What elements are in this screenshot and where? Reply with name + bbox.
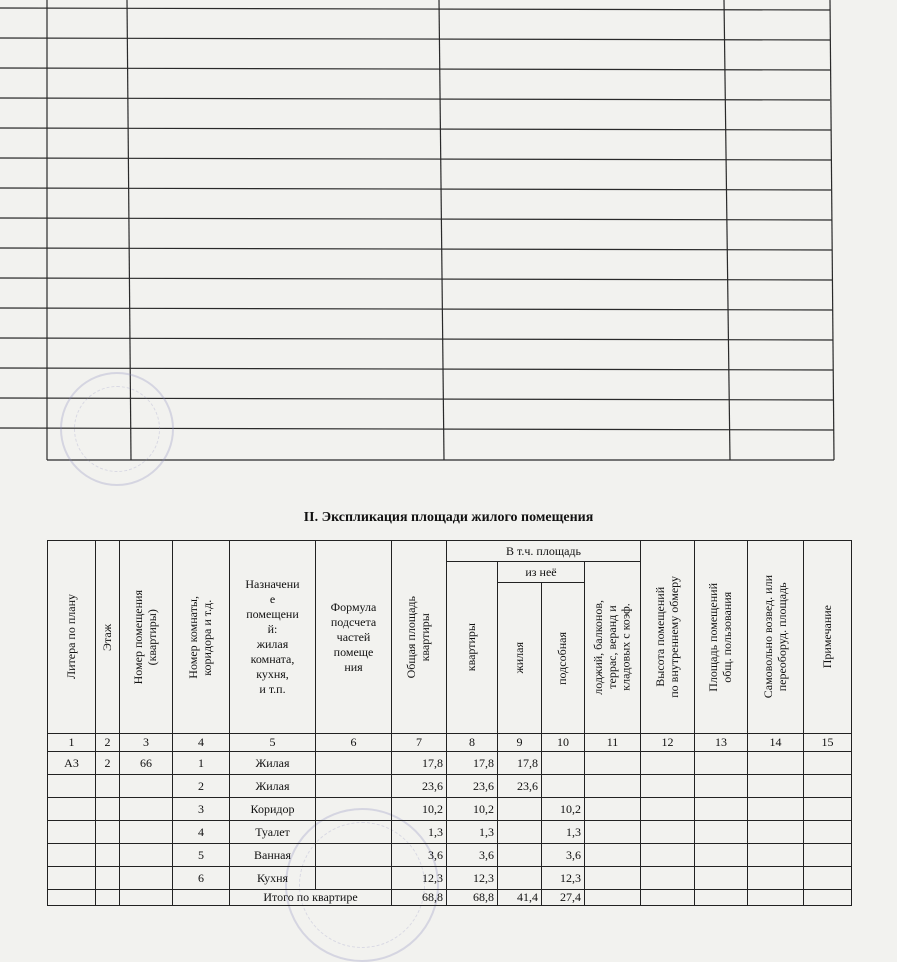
cell-empty xyxy=(695,890,748,906)
cell-note xyxy=(804,844,852,867)
cell-loggia xyxy=(585,798,641,821)
cell-room: 1 xyxy=(173,752,230,775)
cell-empty xyxy=(748,890,804,906)
cell-purpose: Кухня xyxy=(230,867,316,890)
cell-unauthorized xyxy=(748,867,804,890)
cell-room: 3 xyxy=(173,798,230,821)
explication-table xyxy=(47,540,852,906)
cell-living xyxy=(498,844,542,867)
cell-floor xyxy=(96,798,120,821)
cell-formula xyxy=(316,844,392,867)
table-row xyxy=(48,775,852,798)
cell-apartment-area: 23,6 xyxy=(447,775,498,798)
total-auxiliary: 27,4 xyxy=(542,890,585,906)
cell-litera: А3 xyxy=(48,752,96,775)
cell-living xyxy=(498,821,542,844)
col-number: 4 xyxy=(173,734,230,752)
cell-unauthorized xyxy=(748,821,804,844)
cell-apartment xyxy=(120,844,173,867)
cell-total: 1,3 xyxy=(392,821,447,844)
cell-apartment xyxy=(120,867,173,890)
cell-auxiliary xyxy=(542,752,585,775)
cell-living: 17,8 xyxy=(498,752,542,775)
cell-apartment-area: 17,8 xyxy=(447,752,498,775)
cell-formula xyxy=(316,867,392,890)
cell-empty xyxy=(804,890,852,906)
cell-purpose: Туалет xyxy=(230,821,316,844)
col-number: 15 xyxy=(804,734,852,752)
cell-floor xyxy=(96,867,120,890)
col-number: 6 xyxy=(316,734,392,752)
cell-note xyxy=(804,752,852,775)
cell-unauthorized xyxy=(748,798,804,821)
cell-height xyxy=(641,798,695,821)
header-room-purpose: Назначени е помещени й: жилая комната, кухня, и т.п. xyxy=(230,541,316,734)
cell-formula xyxy=(316,752,392,775)
cell-common xyxy=(695,775,748,798)
header-apartment-area: квартиры xyxy=(447,562,498,734)
column-number-row xyxy=(48,734,852,752)
cell-note xyxy=(804,798,852,821)
header-height: Высота помещений по внутреннему обмеру xyxy=(641,541,695,734)
cell-height xyxy=(641,821,695,844)
total-apartment-area: 68,8 xyxy=(447,890,498,906)
cell-loggia xyxy=(585,844,641,867)
cell-common xyxy=(695,798,748,821)
cell-note xyxy=(804,867,852,890)
cell-apartment: 66 xyxy=(120,752,173,775)
cell-apartment xyxy=(120,821,173,844)
cell-auxiliary: 3,6 xyxy=(542,844,585,867)
header-litera: Литера по плану xyxy=(48,541,96,734)
section-title: II. Экспликация площади жилого помещения xyxy=(303,510,594,525)
cell-empty xyxy=(173,890,230,906)
cell-room: 4 xyxy=(173,821,230,844)
table-row xyxy=(48,752,852,775)
header-loggia: лоджий, балконов, террас, веранд и кладовых с коэф. xyxy=(585,562,641,734)
cell-total: 12,3 xyxy=(392,867,447,890)
cell-total: 10,2 xyxy=(392,798,447,821)
cell-common xyxy=(695,821,748,844)
cell-litera xyxy=(48,798,96,821)
col-number: 13 xyxy=(695,734,748,752)
cell-loggia xyxy=(585,752,641,775)
cell-common xyxy=(695,867,748,890)
cell-litera xyxy=(48,867,96,890)
cell-formula xyxy=(316,821,392,844)
cell-apartment-area: 1,3 xyxy=(447,821,498,844)
cell-auxiliary xyxy=(542,775,585,798)
cell-apartment-area: 12,3 xyxy=(447,867,498,890)
header-floor: Этаж xyxy=(96,541,120,734)
col-number: 3 xyxy=(120,734,173,752)
cell-empty xyxy=(641,890,695,906)
total-label: Итого по квартире xyxy=(230,890,392,906)
cell-note xyxy=(804,775,852,798)
cell-formula xyxy=(316,775,392,798)
cell-total: 17,8 xyxy=(392,752,447,775)
table-row xyxy=(48,821,852,844)
cell-room: 2 xyxy=(173,775,230,798)
cell-height xyxy=(641,867,695,890)
col-number: 8 xyxy=(447,734,498,752)
col-number: 7 xyxy=(392,734,447,752)
cell-empty xyxy=(48,890,96,906)
total-row xyxy=(48,890,852,906)
cell-unauthorized xyxy=(748,844,804,867)
cell-living xyxy=(498,867,542,890)
table-row xyxy=(48,844,852,867)
cell-apartment xyxy=(120,775,173,798)
cell-purpose: Жилая xyxy=(230,775,316,798)
header-room-number: Номер комнаты, коридора и т.д. xyxy=(173,541,230,734)
total-area: 68,8 xyxy=(392,890,447,906)
header-formula: Формула подсчета частей помеще ния xyxy=(316,541,392,734)
col-number: 1 xyxy=(48,734,96,752)
cell-empty xyxy=(96,890,120,906)
header-group-of-it: из неё xyxy=(498,562,585,583)
cell-auxiliary: 10,2 xyxy=(542,798,585,821)
col-number: 14 xyxy=(748,734,804,752)
stamp-top xyxy=(60,372,174,486)
cell-loggia xyxy=(585,775,641,798)
cell-height xyxy=(641,844,695,867)
header-auxiliary-area: подсобная xyxy=(542,583,585,734)
col-number: 12 xyxy=(641,734,695,752)
cell-auxiliary: 1,3 xyxy=(542,821,585,844)
cell-loggia xyxy=(585,821,641,844)
col-number: 10 xyxy=(542,734,585,752)
cell-room: 6 xyxy=(173,867,230,890)
cell-empty xyxy=(120,890,173,906)
col-number: 2 xyxy=(96,734,120,752)
table-row xyxy=(48,867,852,890)
cell-height xyxy=(641,752,695,775)
total-living: 41,4 xyxy=(498,890,542,906)
cell-loggia xyxy=(585,867,641,890)
header-unauthorized-area: Самовольно возвед. или переоборуд. площадь xyxy=(748,541,804,734)
cell-common xyxy=(695,752,748,775)
cell-litera xyxy=(48,844,96,867)
cell-apartment xyxy=(120,798,173,821)
col-number: 9 xyxy=(498,734,542,752)
cell-purpose: Жилая xyxy=(230,752,316,775)
cell-common xyxy=(695,844,748,867)
header-common-area: Площадь помещений общ. пользования xyxy=(695,541,748,734)
cell-living xyxy=(498,798,542,821)
table-row xyxy=(48,798,852,821)
cell-litera xyxy=(48,775,96,798)
header-note: Примечание xyxy=(804,541,852,734)
header-living-area: жилая xyxy=(498,583,542,734)
cell-unauthorized xyxy=(748,752,804,775)
cell-apartment-area: 3,6 xyxy=(447,844,498,867)
cell-living: 23,6 xyxy=(498,775,542,798)
cell-floor xyxy=(96,821,120,844)
cell-height xyxy=(641,775,695,798)
cell-litera xyxy=(48,821,96,844)
header-total-area: Общая площадь квартиры xyxy=(392,541,447,734)
cell-formula xyxy=(316,798,392,821)
cell-room: 5 xyxy=(173,844,230,867)
cell-floor xyxy=(96,844,120,867)
cell-purpose: Коридор xyxy=(230,798,316,821)
header-group-area: В т.ч. площадь xyxy=(447,541,641,562)
col-number: 5 xyxy=(230,734,316,752)
cell-unauthorized xyxy=(748,775,804,798)
cell-total: 23,6 xyxy=(392,775,447,798)
cell-note xyxy=(804,821,852,844)
cell-floor: 2 xyxy=(96,752,120,775)
header-apartment-number: Номер помещения (квартиры) xyxy=(120,541,173,734)
col-number: 11 xyxy=(585,734,641,752)
cell-total: 3,6 xyxy=(392,844,447,867)
cell-empty xyxy=(585,890,641,906)
cell-auxiliary: 12,3 xyxy=(542,867,585,890)
cell-floor xyxy=(96,775,120,798)
cell-apartment-area: 10,2 xyxy=(447,798,498,821)
cell-purpose: Ванная xyxy=(230,844,316,867)
